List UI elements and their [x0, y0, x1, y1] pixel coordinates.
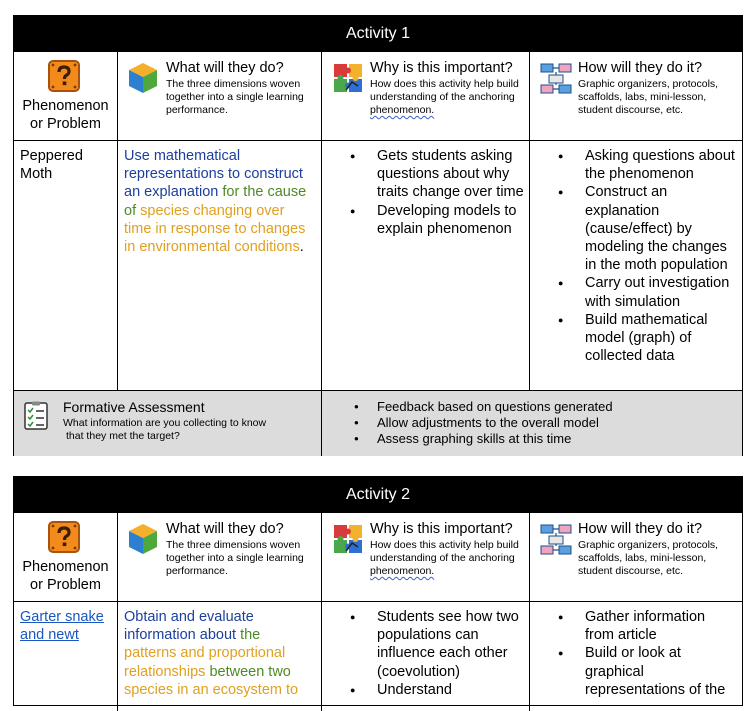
activity-2-body-row	[14, 601, 742, 711]
header-row	[14, 51, 742, 140]
what-segment: species in an ecosystem to	[124, 681, 299, 698]
how-header	[529, 513, 742, 601]
formative-assessment-items	[321, 391, 742, 456]
what-segment: .	[299, 239, 304, 256]
activity-2-how	[529, 602, 742, 711]
what-segment: Use mathematical representations to construct an explanation	[124, 148, 303, 201]
how-subtitle: Graphic organizers, protocols, scaffolds, labs, mini-lesson, student discourse, etc.	[578, 78, 719, 116]
list-item: ● Students see how two populations can influence each other (coevolution)	[322, 608, 525, 681]
list-item: ● Understand	[322, 681, 525, 699]
activity-1-what	[117, 141, 321, 390]
what-header	[117, 513, 321, 601]
cube-icon	[128, 523, 158, 560]
activity-1-why	[321, 141, 529, 390]
question-block-icon	[48, 521, 80, 558]
activity-1-body-row	[14, 140, 742, 390]
why-header	[321, 52, 529, 140]
why-title: Why is this important?	[370, 521, 513, 537]
checklist-icon	[23, 401, 51, 436]
activity-1-how	[529, 141, 742, 390]
what-segment: Obtain and evaluate information about	[124, 609, 254, 644]
flowchart-icon	[540, 62, 572, 99]
list-item: ● Allow adjustments to the overall model	[322, 415, 742, 431]
list-item: ● Feedback based on questions generated	[322, 399, 742, 415]
phenomenon-header	[14, 52, 117, 140]
phenomenon-label-line2: or Problem	[30, 116, 101, 132]
list-item: ● Assess graphing skills at this time	[322, 431, 742, 447]
how-subtitle: Graphic organizers, protocols, scaffolds, labs, mini-lesson, student discourse, etc.	[578, 539, 719, 577]
how-header	[529, 52, 742, 140]
what-segment: between two	[205, 663, 291, 680]
puzzle-icon	[332, 62, 364, 99]
list-item: ● Carry out investigation with simulation	[530, 274, 738, 310]
activity-1-title: Activity 1	[14, 16, 742, 51]
what-segment: species changing over time in response to changes in environmental conditions	[124, 202, 306, 256]
header-row	[14, 512, 742, 601]
what-title: What will they do?	[166, 60, 284, 76]
formative-assessment-label	[14, 391, 321, 456]
cube-icon	[128, 62, 158, 99]
what-segment: patterns and proportional relationships	[124, 645, 286, 680]
what-segment: the	[236, 627, 261, 644]
what-subtitle: The three dimensions woven together into a single learning performance.	[166, 539, 304, 577]
why-subtitle: How does this activity help build understanding of the anchoring phenomenon.	[370, 78, 519, 116]
garter-snake-link[interactable]: Garter snake and newt	[20, 609, 104, 644]
list-item: ● Asking questions about the phenomenon	[530, 147, 738, 183]
activity-2-title: Activity 2	[14, 477, 742, 512]
why-header	[321, 513, 529, 601]
what-header	[117, 52, 321, 140]
list-item: ● Gather information from article	[530, 608, 738, 644]
question-block-icon	[48, 60, 80, 97]
activity-1-table	[13, 15, 743, 456]
list-item: ● Build mathematical model (graph) of collected data	[530, 311, 738, 366]
activity-2-what	[117, 602, 321, 711]
phenomenon-label-line2: or Problem	[30, 577, 101, 593]
puzzle-icon	[332, 523, 364, 560]
what-subtitle: The three dimensions woven together into a single learning performance.	[166, 78, 304, 116]
activity-1-phenomenon: Peppered Moth	[20, 148, 83, 183]
flowchart-icon	[540, 523, 572, 560]
activity-2-table	[13, 476, 743, 706]
how-title: How will they do it?	[578, 521, 703, 537]
formative-title: Formative Assessment	[63, 399, 205, 415]
list-item: ● Build or look at graphical representations of the	[530, 644, 738, 699]
list-item: ● Gets students asking questions about why traits change over time	[322, 147, 525, 202]
formative-assessment-row	[14, 390, 742, 456]
phenomenon-header	[14, 513, 117, 601]
list-item: ● Construct an explanation (cause/effect) by modeling the changes in the moth population	[530, 183, 738, 274]
formative-subtitle: What information are you collecting to know that they met the target?	[63, 417, 267, 442]
what-segment: for the cause of	[124, 184, 307, 219]
why-title: Why is this important?	[370, 60, 513, 76]
how-title: How will they do it?	[578, 60, 703, 76]
phenomenon-label-line1: Phenomenon	[22, 559, 109, 575]
activity-2-why	[321, 602, 529, 711]
activity-2-phenomenon	[14, 602, 117, 711]
what-title: What will they do?	[166, 521, 284, 537]
phenomenon-label-line1: Phenomenon	[22, 98, 109, 114]
list-item: ● Developing models to explain phenomenon	[322, 202, 525, 238]
why-subtitle: How does this activity help build understanding of the anchoring phenomenon.	[370, 539, 519, 577]
